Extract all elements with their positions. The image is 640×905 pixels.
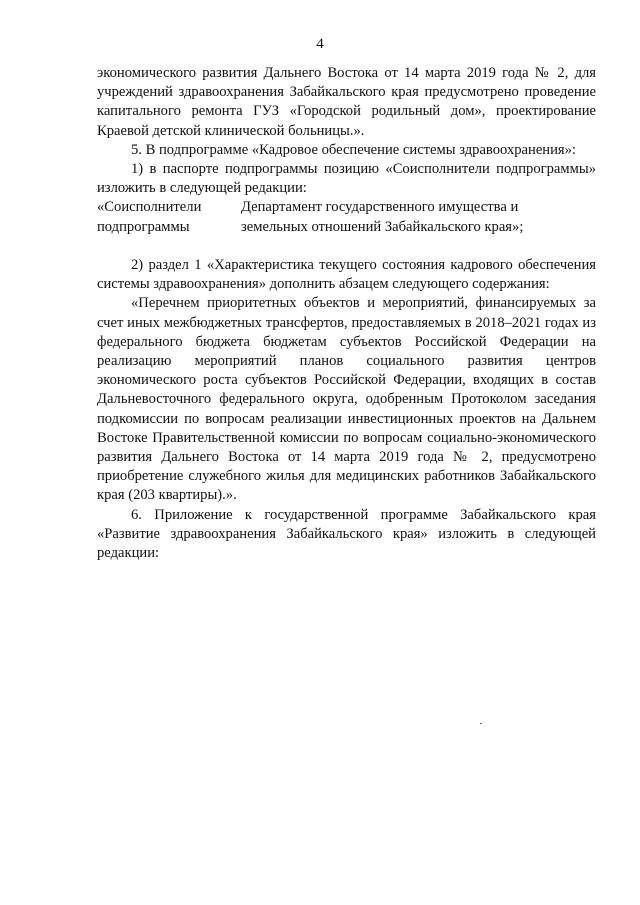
paragraph-item-6: 6. Приложение к государственной программе Забайкальского края «Развитие здравоохранения Забайкальского края» изложить в следующей редакции:: [97, 506, 596, 562]
passport-table-label: «Соисполнители: [97, 199, 202, 216]
passport-table-row-1: [97, 198, 596, 217]
passport-table-value: Департамент государственного имущества и: [241, 199, 519, 216]
paragraph-continuation: экономического развития Дальнего Востока от 14 марта 2019 года № 2, для учреждений здравоохранения Забайкальского края предусмотрено проведение капитального ремонта ГУЗ «Городской родильный дом», проектирование Краевой детской клинической больницы.».: [97, 65, 596, 139]
passport-table-value: земельных отношений Забайкальского края»;: [241, 218, 524, 235]
paragraph-quoted-addition: «Перечнем приоритетных объектов и мероприятий, финансируемых за счет иных межбюджетных трансфертов, предоставляемых в 2018–2021 годах из федерального бюджета бюджетам субъектов Российской Федерации на реализацию мероприятий планов социального развития центров экономического роста субъектов Российской Федерации, входящих в состав Дальневосточного федерального округа, одобренным Протоколом заседания подкомиссии по вопросам реализации инвестиционных проектов на Дальнем Востоке Правительственной комиссии по вопросам социально-экономического развития Дальнего Востока от 14 марта 2019 года № 2, предусмотрено приобретение служебного жилья для медицинских работников Забайкальского края (203 квартиры).».: [97, 295, 596, 504]
passport-table-label: подпрограммы: [97, 218, 190, 235]
page-number: 4: [316, 36, 324, 52]
paragraph-subitem-1: 1) в паспорте подпрограммы позицию «Соисполнители подпрограммы» изложить в следующей редакции:: [97, 161, 596, 197]
paragraph-subitem-2: 2) раздел 1 «Характеристика текущего состояния кадрового обеспечения системы здравоохранения» дополнить абзацем следующего содержания:: [97, 257, 596, 293]
scan-speck: [480, 723, 482, 724]
paragraph-item-5: 5. В подпрограмме «Кадровое обеспечение системы здравоохранения»:: [131, 141, 576, 158]
document-body: [97, 64, 596, 563]
passport-table-row-2: [97, 218, 596, 237]
passport-table: [97, 198, 596, 236]
spacer: [97, 237, 596, 256]
